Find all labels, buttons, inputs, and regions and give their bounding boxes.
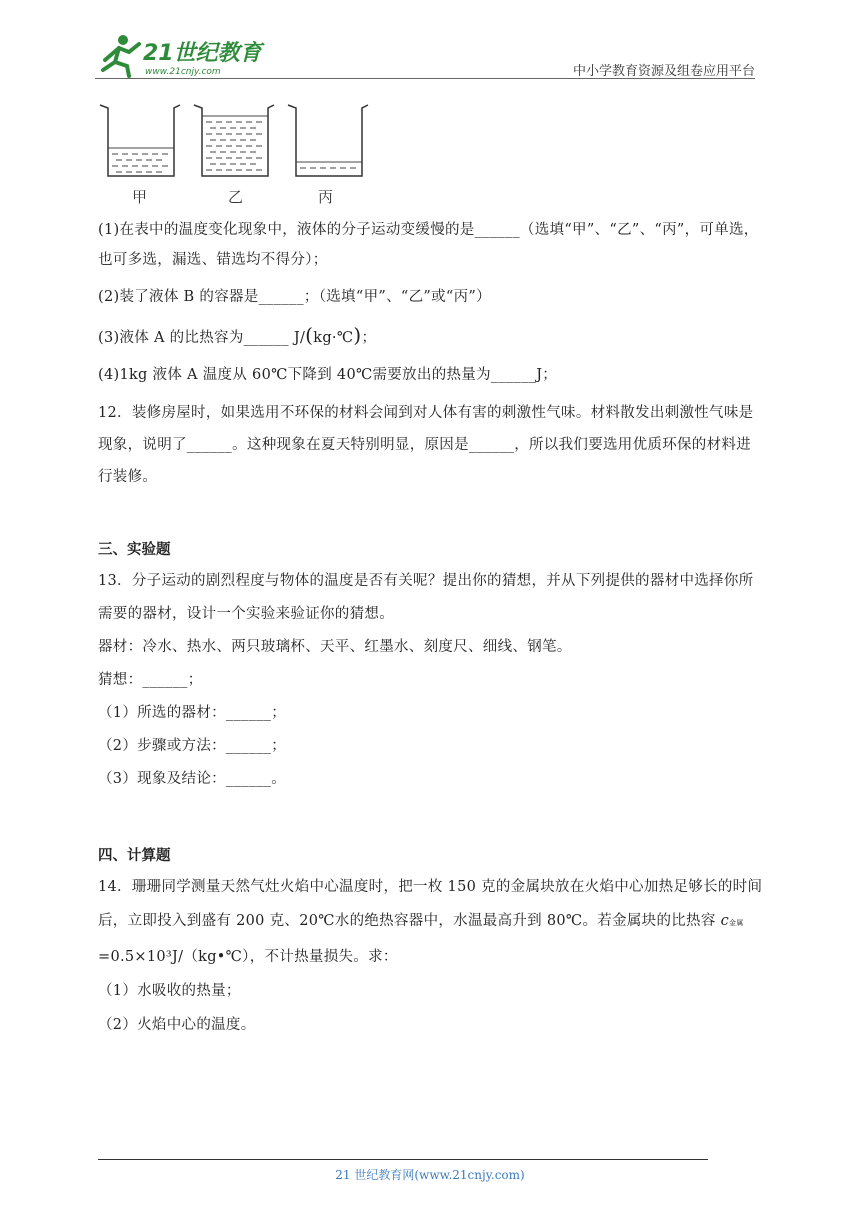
- beaker-label-yi: 乙: [228, 188, 244, 206]
- footer-text[interactable]: 21 世纪教育网(www.21cnjy.com): [335, 1168, 525, 1182]
- question-12: 12．装修房屋时，如果选用不环保的材料会闻到对人体有害的刺激性气味。材料散发出刺激性气味是 现象，说明了______。这种现象在夏天特别明显，原因是______，所以我们要选用优质环保的材料进 行装修。: [98, 405, 754, 485]
- q11-part4: (4)1kg 液体 A 温度从 60℃下降到 40℃需要放出的热量为______J；: [98, 367, 558, 383]
- footer-divider: [98, 1159, 708, 1160]
- guess-line: 猜想：______；: [98, 672, 203, 688]
- beaker-jia: [100, 105, 180, 176]
- question-13: 13．分子运动的剧烈程度与物体的温度是否有关呢？提出你的猜想，并从下列提供的器材中选择你所 需要的器材，设计一个实验来验证你的猜想。 器材：冷水、热水、两只玻璃杯、天平、红墨水、刻度尺、细线、钢笔。 猜想：______； （1）所选的器材：______； （2）步骤或方法：______； （3）现象及结论：______。: [98, 565, 763, 796]
- beaker-yi: [194, 105, 274, 176]
- svg-text:www.21cnjy.com: www.21cnjy.com: [145, 67, 221, 77]
- header-divider: [95, 78, 755, 79]
- platform-name: 中小学教育资源及组卷应用平台: [572, 64, 755, 79]
- q11-part2: (2)装了液体 B 的容器是______；（选填“甲”、“乙”或“丙”）: [98, 289, 491, 305]
- page-header: [0, 0, 860, 82]
- beaker-bing: [288, 105, 368, 176]
- beaker-label-jia: 甲: [132, 188, 148, 206]
- q14-item-1: （1）水吸收的热量；: [98, 983, 241, 999]
- beaker-label-bing: 丙: [318, 188, 334, 206]
- q11-part1: (1)在表中的温度变化现象中，液体的分子运动变缓慢的是______（选填“甲”、“乙”、“丙”，可单选， 也可多选，漏选、错选均不得分）；: [98, 222, 759, 268]
- q13-item-2: （2）步骤或方法：______；: [98, 738, 287, 754]
- q13-item-3: （3）现象及结论：______。: [98, 771, 287, 787]
- q14-item-2: （2）火焰中心的温度。: [98, 1017, 256, 1033]
- section-calculation-title: 四、计算题: [98, 848, 171, 864]
- q13-item-1: （1）所选的器材：______；: [98, 705, 287, 721]
- q11-part3: (3)液体 A 的比热容为______ J/(kg·℃)；: [98, 323, 377, 347]
- materials-list: 器材：冷水、热水、两只玻璃杯、天平、红墨水、刻度尺、细线、钢笔。: [98, 639, 572, 655]
- question-14: 14．珊珊同学测量天然气灶火焰中心温度时，把一枚 150 克的金属块放在火焰中心加热足够长的时间 后，立即投入到盛有 200 克、20℃水的绝热容器中，水温最高升到 80℃。若金属块的比热容 c金属 =0.5×10³J/（kg•℃），不计热量损失。求： （1）水吸收的热量； （2）火焰中心的温度。: [98, 870, 763, 1042]
- section-experiment-title: 三、实验题: [98, 542, 171, 558]
- svg-text:21世纪教育: 21世纪教育: [143, 41, 262, 66]
- beakers-figure: [98, 100, 398, 210]
- site-logo: [95, 30, 275, 80]
